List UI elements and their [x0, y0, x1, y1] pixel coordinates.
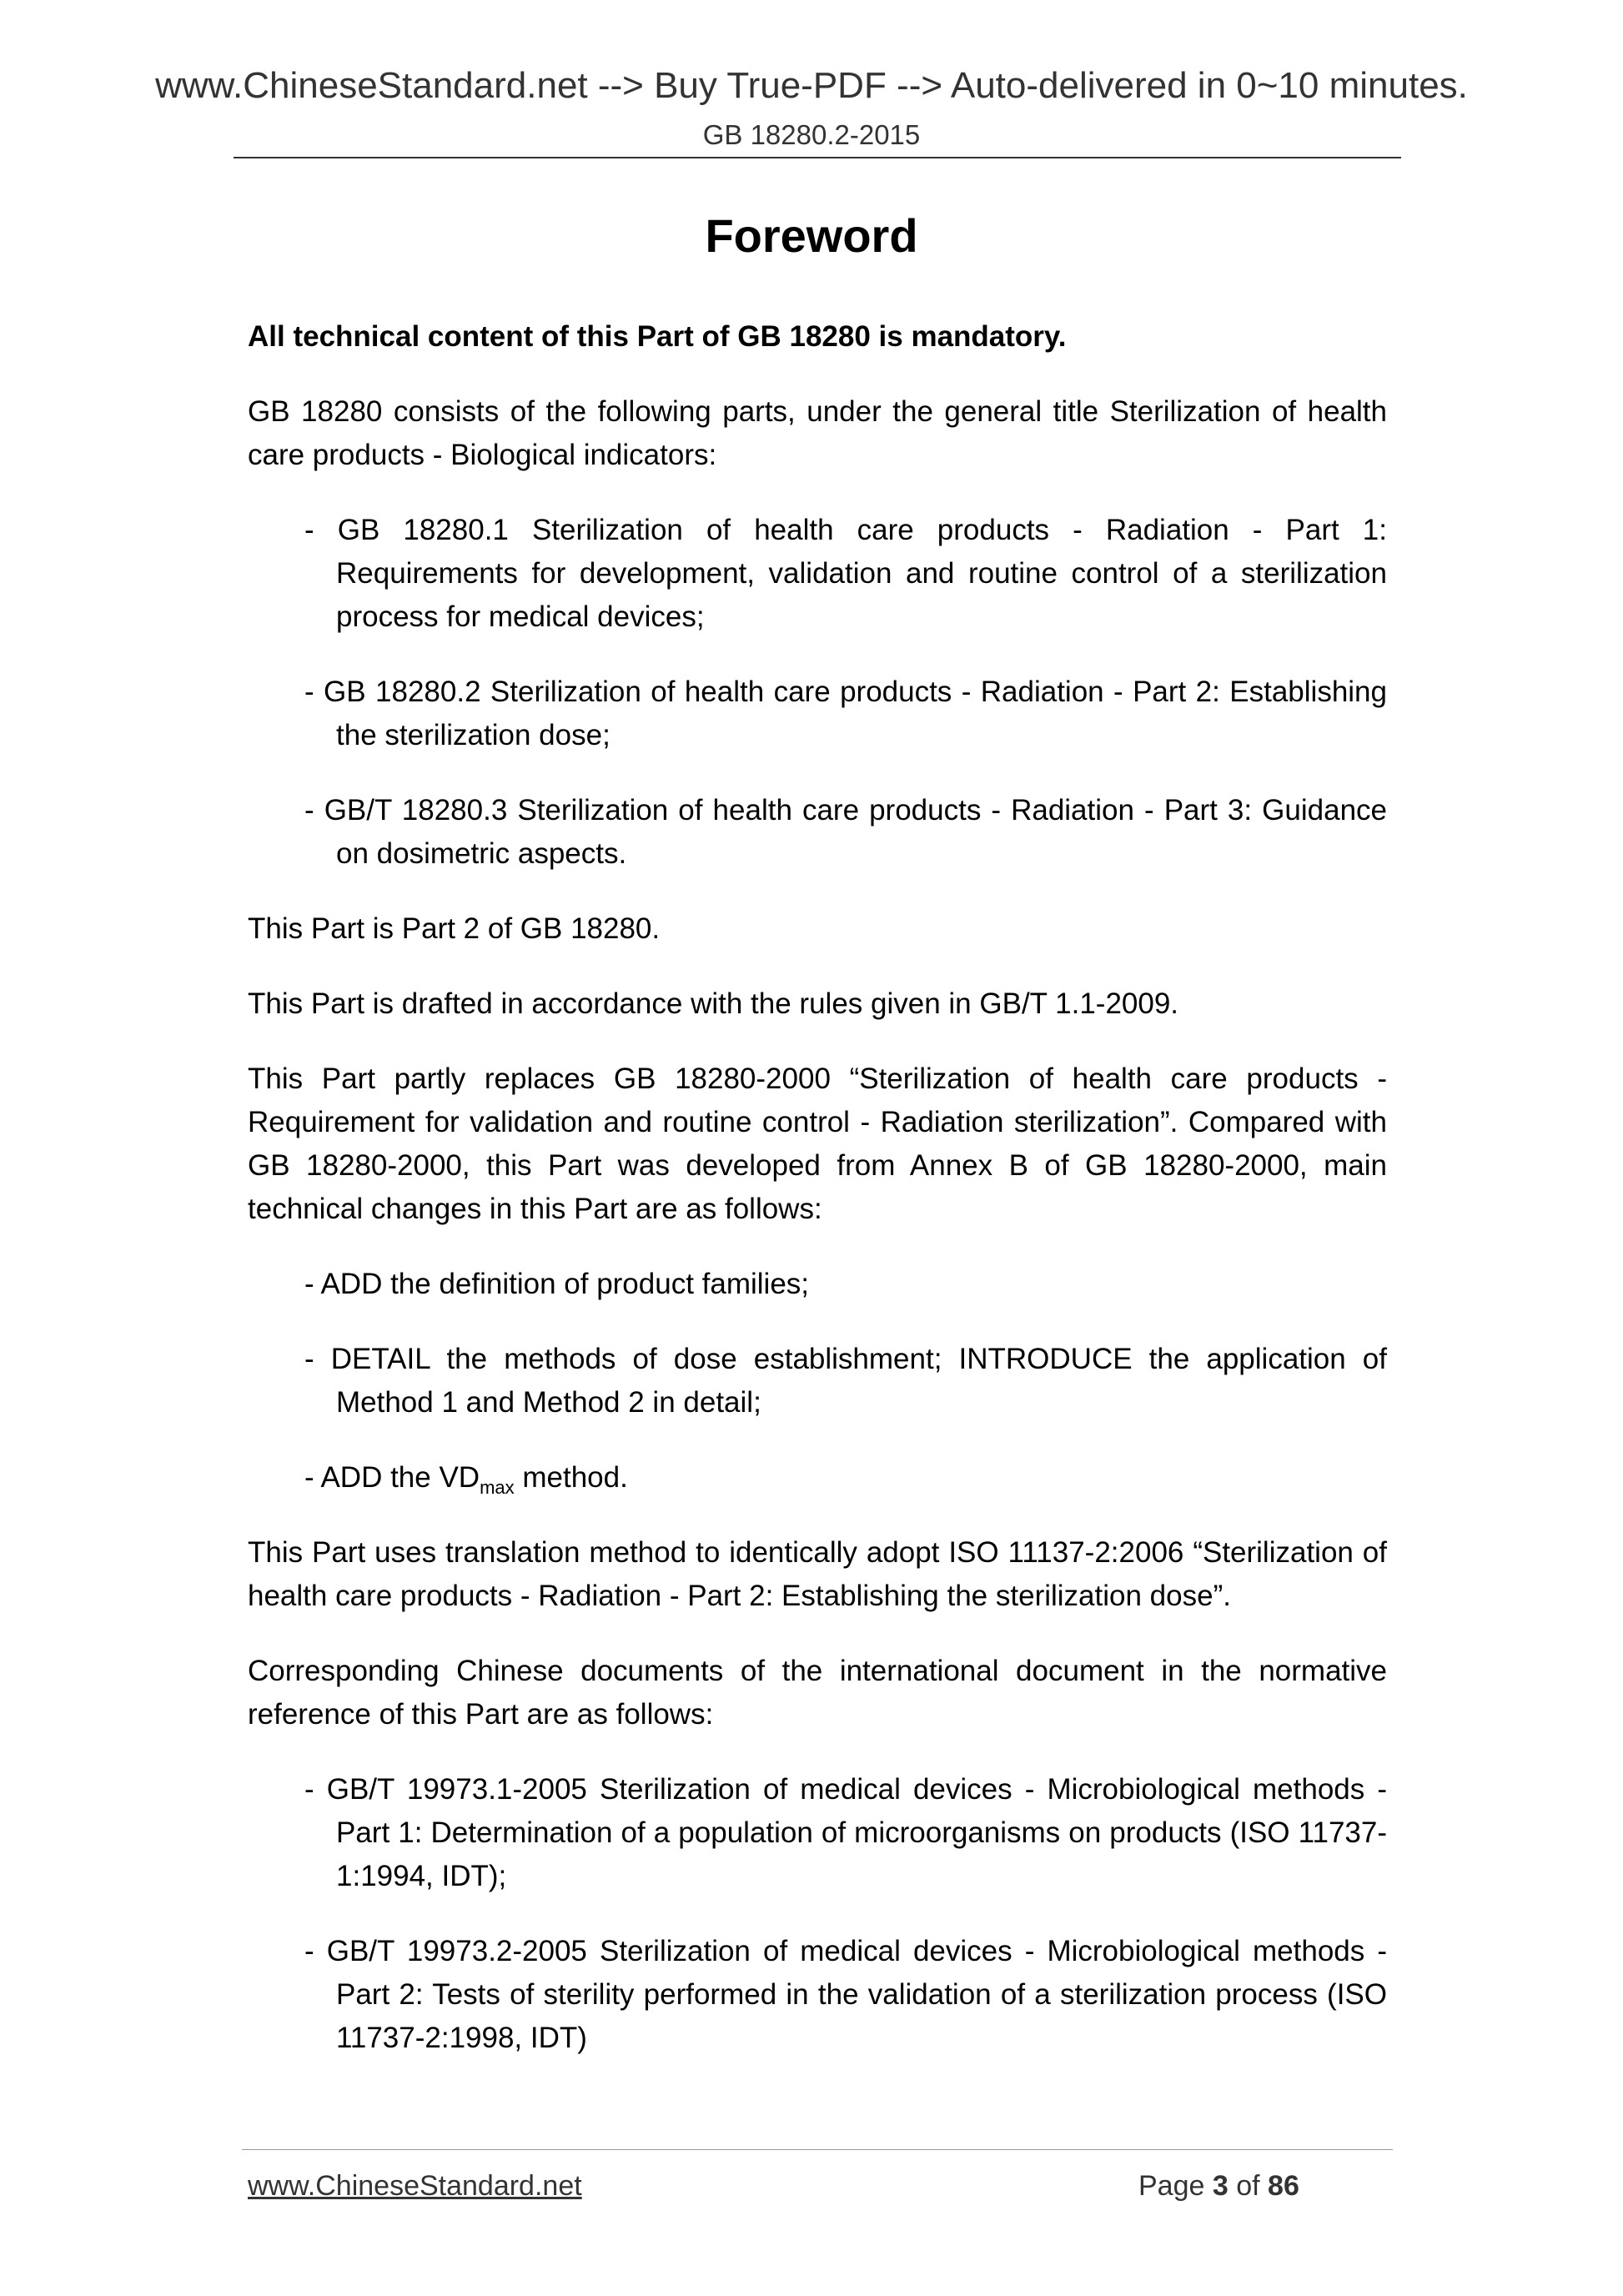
drafting-rules: This Part is drafted in accordance with the rules given in GB/T 1.1-2009.	[248, 987, 1179, 1020]
change-item-text: - ADD the VD	[304, 1461, 480, 1494]
change-item	[248, 1456, 1387, 1500]
change-item-text: method.	[514, 1461, 628, 1494]
footer-divider	[242, 2149, 1393, 2150]
adoption-statement: This Part uses translation method to identically adopt ISO 11137-2:2006 “Sterilization of health care products - Radiation - Part 2: Establishing the sterilization dose”.	[248, 1536, 1387, 1612]
change-item: - DETAIL the methods of dose establishment; INTRODUCE the application of Method 1 and Method 2 in detail;	[304, 1343, 1387, 1419]
page-total: 86	[1268, 2170, 1299, 2202]
foreword-body	[248, 315, 1387, 2092]
change-item: - ADD the definition of product families;	[304, 1268, 810, 1300]
vd-max-subscript: max	[480, 1477, 515, 1498]
corresponding-intro: Corresponding Chinese documents of the international document in the normative reference of this Part are as follows:	[248, 1655, 1387, 1731]
page-label: Page	[1138, 2170, 1213, 2202]
part-statement: This Part is Part 2 of GB 18280.	[248, 912, 661, 945]
footer-website-link[interactable]: www.ChineseStandard.net	[248, 2170, 582, 2202]
header-divider	[234, 157, 1401, 158]
page-title: Foreword	[705, 209, 918, 262]
standard-code: GB 18280.2-2015	[702, 119, 921, 150]
corresponding-doc-item: - GB/T 19973.2-2005 Sterilization of medical devices - Microbiological methods - Part 2: Tests of sterility performed in the validation of a sterilization process (ISO 11737-2:1998, IDT)	[304, 1935, 1387, 2054]
header-banner: www.ChineseStandard.net --> Buy True-PDF --> Auto-delivered in 0~10 minutes.	[155, 65, 1468, 106]
page-current: 3	[1212, 2170, 1229, 2202]
parts-intro: GB 18280 consists of the following parts, under the general title Sterilization of health care products - Biological indicators:	[248, 395, 1387, 471]
corresponding-doc-item: - GB/T 19973.1-2005 Sterilization of medical devices - Microbiological methods - Part 1: Determination of a population of microorganisms on products (ISO 11737-1:1994, IDT);	[304, 1773, 1387, 1892]
page-of: of	[1228, 2170, 1269, 2202]
parts-list-item: - GB 18280.2 Sterilization of health care products - Radiation - Part 2: Establishing the sterilization dose;	[304, 676, 1387, 751]
parts-list-item: - GB/T 18280.3 Sterilization of health care products - Radiation - Part 3: Guidance on dosimetric aspects.	[304, 794, 1387, 870]
replacement-statement: This Part partly replaces GB 18280-2000 “Sterilization of health care products - Requirement for validation and routine control - Radiation sterilization”. Compared with GB 18280-2000, this Part was developed from Annex B of GB 18280-2000, main technical changes in this Part are as follows:	[248, 1063, 1387, 1225]
page-number	[1138, 2170, 1299, 2203]
mandatory-note: All technical content of this Part of GB 18280 is mandatory.	[248, 320, 1067, 353]
parts-list-item: - GB 18280.1 Sterilization of health care products - Radiation - Part 1: Requirements for development, validation and routine control of a sterilization process for medical devices;	[304, 514, 1387, 633]
